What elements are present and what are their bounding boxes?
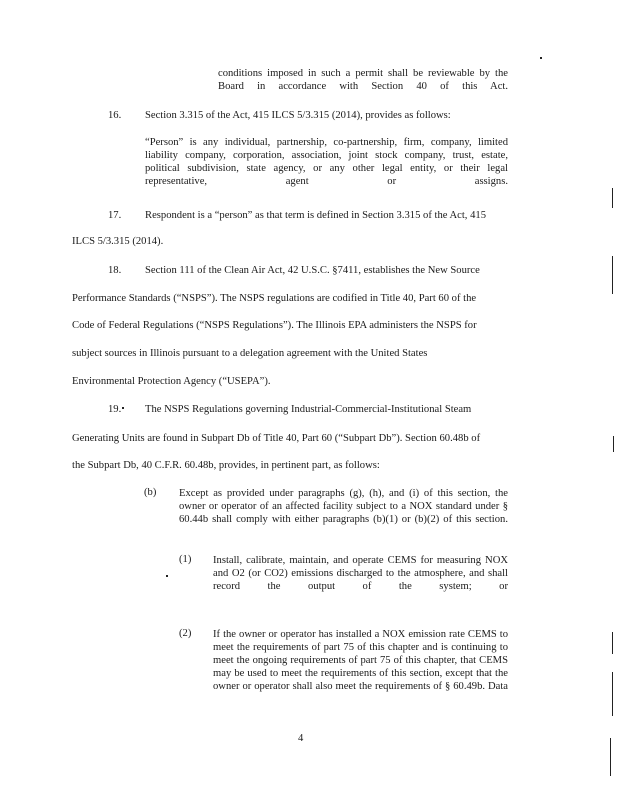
sub-1-label: (1) [179, 554, 192, 565]
sub-2-text: If the owner or operator has installed a NOX emission rate CEMS to meet the requirements of part 75 of this chapter and is continuing to meet the ongoing requirements of part 75 of this chapter, that CEMS may be used to meet the requirements of this section, except that the owner or operator shall also meet the requirements of § 60.49b. Data [213, 629, 508, 692]
scan-mark [122, 407, 124, 409]
para16-quote: “Person” is any individual, partnership, co-partnership, firm, company, limited liability company, corporation, association, joint stock company, trust, estate, political subdivision, state agency, or any other legal entity, or their legal representative, agent or assigns. [145, 137, 508, 187]
scan-mark [610, 738, 611, 776]
para18-line1: Section 111 of the Clean Air Act, 42 U.S.C. §7411, establishes the New Source [145, 265, 480, 276]
para17-number: 17. [108, 210, 122, 221]
sub-b-text: Except as provided under paragraphs (g), (h), and (i) of this section, the owner or operator of an affected facility subject to a NOX standard under § 60.44b shall comply with either paragraphs (b)(1) or (b)(2) of this section. [179, 488, 508, 525]
para16-number: 16. [108, 110, 122, 121]
scan-mark [612, 672, 613, 716]
scan-mark [612, 188, 613, 208]
para19-line3: the Subpart Db, 40 C.F.R. 60.48b, provides, in pertinent part, as follows: [72, 460, 380, 471]
para19-line2: Generating Units are found in Subpart Db of Title 40, Part 60 (“Subpart Db”). Section 60.48b of [72, 433, 481, 444]
scan-mark [540, 57, 542, 59]
para18-line2: Performance Standards (“NSPS”). The NSPS regulations are codified in Title 40, Part 60 of the [72, 293, 477, 304]
para18-line5: Environmental Protection Agency (“USEPA”). [72, 376, 271, 387]
page-number: 4 [298, 733, 304, 744]
scan-mark [612, 256, 613, 294]
sub-1-text: Install, calibrate, maintain, and operate CEMS for measuring NOX and O2 (or CO2) emissions discharged to the atmosphere, and shall record the output of the system; or [213, 555, 508, 592]
scan-mark [612, 632, 613, 654]
para18-line4: subject sources in Illinois pursuant to a delegation agreement with the United States [72, 348, 428, 359]
para19-line1: The NSPS Regulations governing Industrial-Commercial-Institutional Steam [145, 404, 472, 415]
para18-line3: Code of Federal Regulations (“NSPS Regulations”). The Illinois EPA administers the NSPS for [72, 320, 477, 331]
para16-intro: Section 3.315 of the Act, 415 ILCS 5/3.315 (2014), provides as follows: [145, 110, 451, 121]
scan-mark [613, 436, 614, 452]
sub-2-label: (2) [179, 628, 192, 639]
scan-mark [166, 575, 168, 577]
para15-tail: conditions imposed in such a permit shall be reviewable by the Board in accordance with Section 40 of this Act. [218, 68, 508, 92]
para17-line2: ILCS 5/3.315 (2014). [72, 236, 164, 247]
para18-number: 18. [108, 265, 122, 276]
sub-b-label: (b) [144, 487, 157, 498]
para19-number: 19. [108, 404, 122, 415]
para17-line1: Respondent is a “person” as that term is defined in Section 3.315 of the Act, 415 [145, 210, 486, 221]
